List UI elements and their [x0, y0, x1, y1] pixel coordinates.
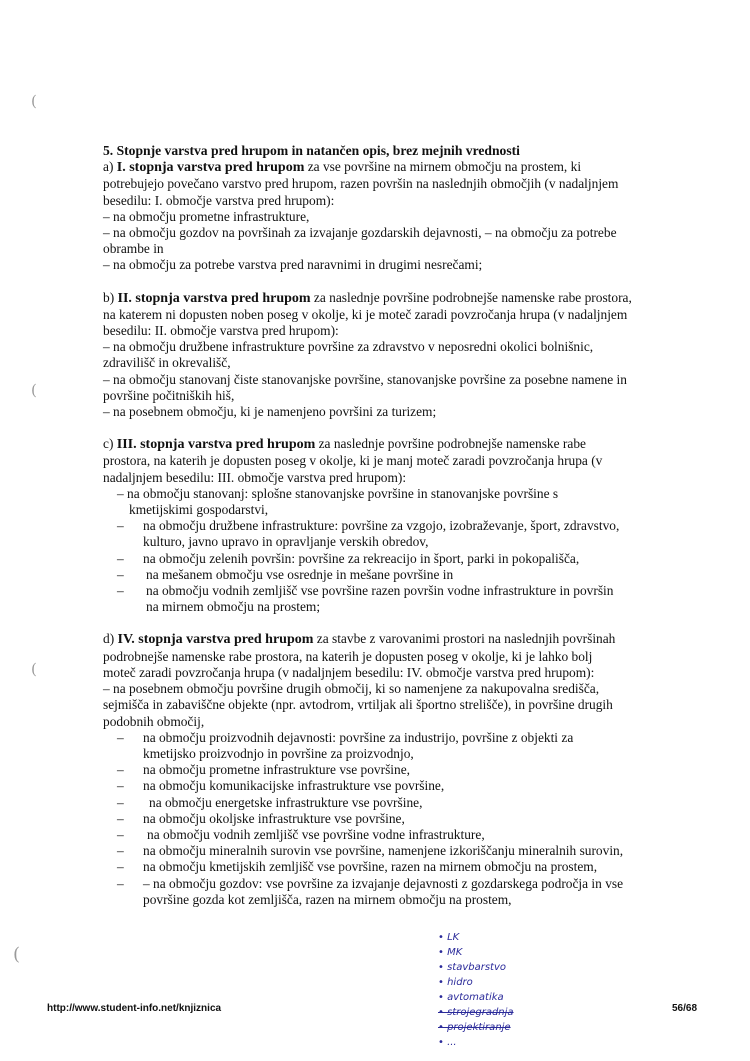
list-item — [103, 730, 663, 762]
text-line: – na območju gozdov na površinah za izvajanje gozdarskih dejavnosti, – na območju za potrebe — [103, 225, 617, 241]
section-c — [103, 436, 663, 615]
text-line: – na območju za potrebe varstva pred naravnimi in drugimi nesrečami; — [103, 257, 483, 273]
list-item-text: na območju zelenih površin: površine za rekreacijo in šport, parki in pokopališča, — [143, 550, 580, 566]
text-line: površine počitniških hiš, — [103, 387, 235, 403]
text-line: sejmišča in zabaviščne objekte (npr. avtodrom, vrtiljak ali športno strelišče), in površine drugih — [103, 697, 613, 713]
list-item: – na območju stanovanj: splošne stanovanjske površine in stanovanjske površine s — [117, 485, 559, 501]
dash-marker: – — [117, 810, 124, 826]
list-item-text: na območju okoljske infrastrukture vse površine, — [143, 810, 405, 826]
list-item — [103, 762, 663, 778]
dash-marker: – — [117, 566, 124, 582]
list-item — [103, 795, 663, 811]
section-heading: 5. Stopnje varstva pred hrupom in natančen opis, brez mejnih vrednosti — [103, 143, 520, 158]
section-a — [103, 159, 663, 273]
document-body — [103, 143, 663, 908]
text-line: podrobnejše namenske rabe prostora, na katerih je dopusten poseg v okolje, ki je lahko bolj — [103, 648, 593, 664]
item-letter: c) — [103, 436, 117, 452]
dash-marker: – — [117, 518, 124, 534]
list-item-text: na območju kmetijskih zemljišč vse površine, razen na mirnem območju na prostem, — [143, 859, 598, 875]
handwritten-note-struck: • projektiranje — [438, 1022, 511, 1033]
text-line: moteč zaradi povzročanja hrupa (v nadaljnjem besedilu: IV. območje varstva pred hrupom): — [103, 664, 595, 680]
list-item — [103, 567, 663, 583]
list-item — [103, 843, 663, 859]
item-text: za vse površine na mirnem območju na prostem, ki — [304, 159, 582, 175]
list-item-continuation: kmetijsko proizvodnjo in površine za proizvodnjo, — [143, 745, 414, 761]
list-item-continuation: na mirnem območju na prostem; — [146, 599, 321, 615]
list-item-text: na območju komunikacijske infrastrukture vse površine, — [143, 778, 445, 794]
dash-marker: – — [117, 778, 124, 794]
text-line: zdravilišč in okrevališč, — [103, 355, 231, 371]
list-item — [103, 876, 663, 908]
list-item — [103, 859, 663, 875]
margin-mark: ( — [31, 92, 37, 110]
footer-url-link[interactable]: http://www.student-info.net/knjiznica — [47, 1003, 222, 1014]
list-item-continuation: kulturo, javno upravo in opravljanje verskih obredov, — [143, 534, 429, 550]
handwritten-note-struck: • strojegradnja — [438, 1007, 514, 1018]
text-line: besedilu: I. območje varstva pred hrupom): — [103, 192, 335, 208]
list-item-continuation: površine gozda kot zemljišča, razen na mirnem območju na prostem, — [143, 891, 512, 907]
list-item-text: na območju prometne infrastrukture vse površine, — [143, 762, 410, 778]
list-item — [103, 583, 663, 615]
list-item-text: na območju vodnih zemljišč vse površine razen površin vodne infrastrukture in površin na mirnem območju na prostem; — [143, 583, 663, 615]
margin-mark: ( — [31, 381, 37, 399]
handwritten-note: • hidro — [438, 977, 473, 988]
item-letter: b) — [103, 289, 118, 305]
text-line: podobnih območij, — [103, 713, 205, 729]
text-line: na katerem ni dopusten noben poseg v okolje, ki je moteč zaradi povzročanja hrupa (v nadaljnjem — [103, 306, 628, 322]
list-item-text: na območju proizvodnih dejavnosti: površine za industrijo, površine z objekti za kmetijsko proizvodnjo in površine za proizvodnjo, — [143, 730, 663, 762]
protection-level-title: I. stopnja varstva pred hrupom — [116, 160, 305, 176]
list-item-continuation: kmetijskimi gospodarstvi, — [129, 502, 269, 518]
list-item — [103, 811, 663, 827]
section-b — [103, 290, 663, 421]
dash-marker: – — [117, 762, 124, 778]
list-item-text: na območju vodnih zemljišč vse površine vodne infrastrukture, — [147, 826, 485, 842]
text-line: – na območju stanovanj čiste stanovanjske površine, stanovanjske površine za posebne namene in — [103, 371, 627, 387]
handwritten-note: • LK — [438, 932, 460, 943]
dash-marker: – — [117, 729, 124, 745]
protection-level-title: IV. stopnja varstva pred hrupom — [117, 632, 314, 648]
text-line: prostora, na katerih je dopusten poseg v okolje, ki je manj moteč zaradi povzročanja hrupa (v — [103, 453, 603, 469]
text-line: obrambe in — [103, 241, 164, 257]
handwritten-notes — [438, 930, 568, 1050]
dash-marker: – — [117, 843, 124, 859]
item-text: za naslednje površine podrobnejše namenske rabe prostora, — [310, 289, 632, 305]
list-item-text: na območju družbene infrastrukture: površine za vzgojo, izobraževanje, šport, zdravstvo, kulturo, javno upravo in opravljanje verskih obredov, — [143, 518, 663, 550]
dash-marker: – — [117, 794, 124, 810]
handwritten-note: • avtomatika — [438, 992, 504, 1003]
text-line: – na posebnem območju, ki je namenjeno površini za turizem; — [103, 404, 437, 420]
section-d — [103, 631, 663, 907]
list-item — [103, 551, 663, 567]
protection-level-title: III. stopnja varstva pred hrupom — [116, 437, 316, 453]
dash-marker: – — [117, 583, 124, 599]
list-item — [103, 778, 663, 794]
handwritten-note: • MK — [438, 947, 463, 958]
handwritten-note: • stavbarstvo — [438, 962, 507, 973]
list-item-text: na območju mineralnih surovin vse površine, namenjene izkoriščanju mineralnih surovin, — [143, 843, 624, 859]
list-item-text: na mešanem območju vse osrednje in mešane površine in — [146, 566, 454, 582]
item-text: za stavbe z varovanimi prostori na naslednjih površinah — [313, 631, 616, 647]
dash-marker: – — [117, 875, 124, 891]
dash-marker: – — [117, 826, 124, 842]
dash-marker: – — [117, 550, 124, 566]
dash-marker: – — [117, 859, 124, 875]
text-line: besedilu: II. območje varstva pred hrupom): — [103, 323, 339, 339]
list-item — [103, 518, 663, 550]
text-line: – na posebnem območju površine drugih območij, ki so namenjene za nakupovalna središča, — [103, 681, 600, 697]
item-letter: a) — [103, 159, 117, 175]
list-item-text: na območju energetske infrastrukture vse površine, — [149, 794, 423, 810]
handwritten-note: • ... — [438, 1037, 457, 1048]
text-line: nadaljnjem besedilu: III. območje varstva pred hrupom): — [103, 469, 407, 485]
text-line: potrebujejo povečano varstvo pred hrupom, razen površin na naslednjih območjih (v nadaljnjem — [103, 176, 619, 192]
margin-mark: ( — [13, 944, 21, 965]
item-letter: d) — [103, 631, 118, 647]
text-line: – na območju družbene infrastrukture površine za zdravstvo v neposredni okolici bolnišnic, — [103, 339, 594, 355]
list-item-text: – na območju gozdov: vse površine za izvajanje dejavnosti z gozdarskega področja in vse površine gozda kot zemljišča, razen na mirnem območju na prostem, — [143, 876, 663, 908]
item-text: za naslednje površine podrobnejše namenske rabe — [315, 436, 586, 452]
list-item — [103, 827, 663, 843]
page-number: 56/68 — [672, 1003, 698, 1014]
text-line: – na območju prometne infrastrukture, — [103, 208, 310, 224]
protection-level-title: II. stopnja varstva pred hrupom — [117, 290, 311, 306]
margin-mark: ( — [31, 660, 37, 678]
